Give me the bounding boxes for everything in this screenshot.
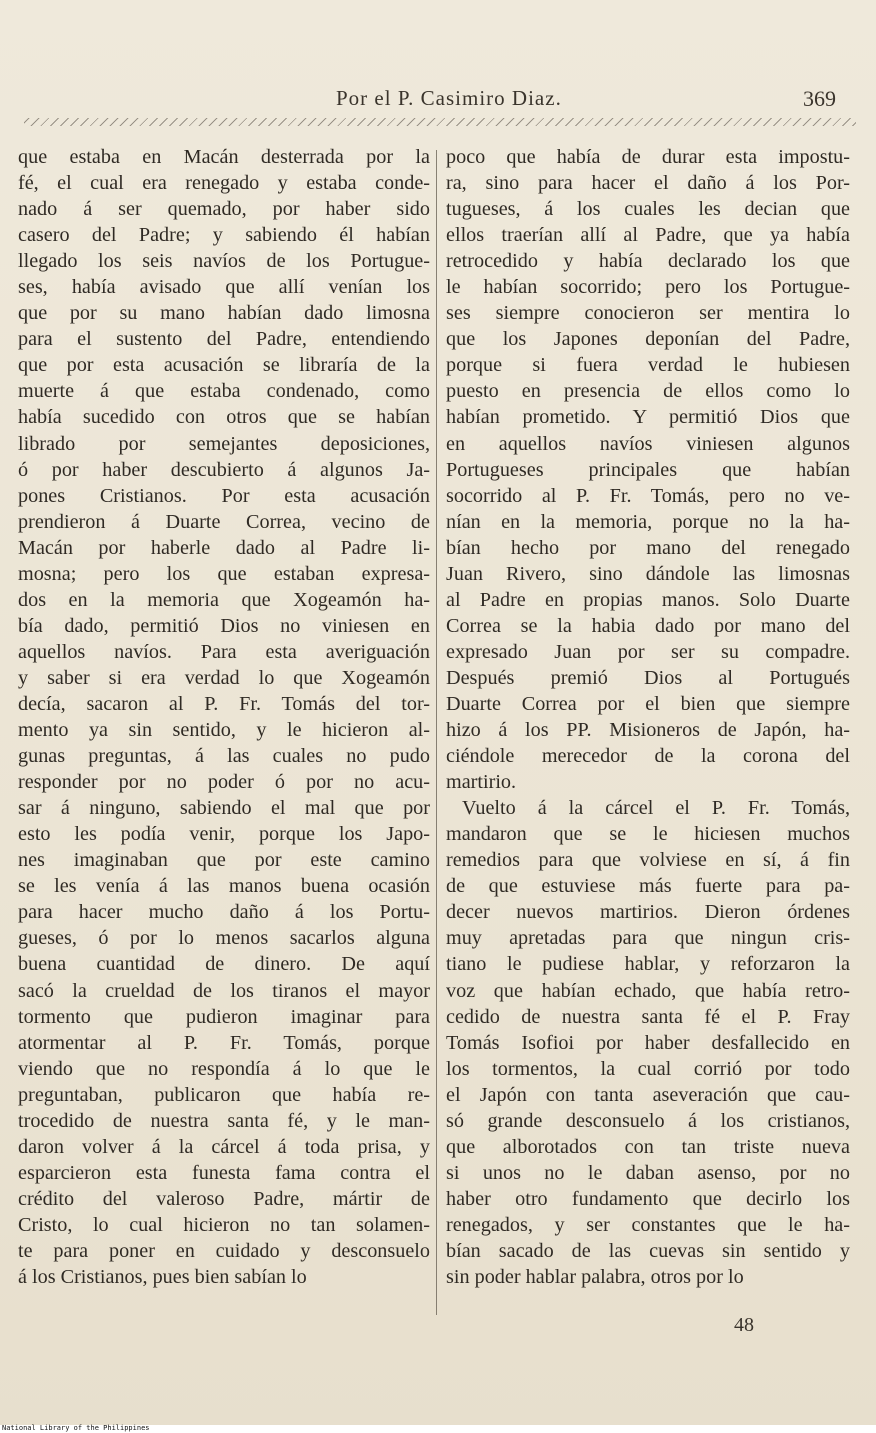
text-line: que alborotados con tan triste nueva <box>446 1135 850 1158</box>
page-number: 369 <box>803 86 836 111</box>
text-line: viendo que no respondía á lo que le <box>18 1057 430 1080</box>
text-line: responder por no poder ó por no acu- <box>18 771 430 794</box>
text-line: habían prometido. Y permitió Dios que <box>446 406 850 429</box>
text-line: tiano le pudiese hablar, y reforzaron la <box>446 953 850 976</box>
text-line: voz que habían echado, que había retro- <box>446 979 850 1002</box>
text-line: que por esta acusación se libraría de la <box>18 354 430 377</box>
text-line: de que estuviese más fuerte para pa- <box>446 875 850 898</box>
library-credit: National Library of the Philippines <box>2 1424 150 1432</box>
text-line: esparcieron esta funesta fama contra el <box>18 1161 430 1184</box>
text-line: esto les podía venir, porque los Japo- <box>18 823 430 846</box>
text-line: daron volver á la cárcel á toda prisa, y <box>18 1135 430 1158</box>
text-line: poco que había de durar esta impostu- <box>446 146 850 168</box>
text-line: ellos traerían allí al Padre, que ya había <box>446 224 850 247</box>
text-line: Cristo, lo cual hicieron no tan solamen- <box>18 1213 430 1236</box>
text-line: fé, el cual era renegado y estaba conde- <box>18 172 430 195</box>
text-line: mandaron que se le hiciesen muchos <box>446 823 850 846</box>
text-line: bían sacado de las cuevas sin sentido y <box>446 1239 850 1262</box>
text-line: y saber si era verdad lo que Xogeamón <box>18 666 430 689</box>
text-line: prendieron á Duarte Correa, vecino de <box>18 510 430 533</box>
text-line: tormento que pudieron imaginar para <box>18 1005 430 1028</box>
text-line: sar á ninguno, sabiendo el mal que por <box>18 797 430 820</box>
text-line: casero del Padre; y sabiendo él habían <box>18 224 430 247</box>
text-line: sacó la crueldad de los tiranos el mayor <box>18 979 430 1002</box>
text-line: sin poder hablar palabra, otros por lo <box>446 1266 744 1289</box>
text-line: Portugueses principales que habían <box>446 458 850 481</box>
right-text-column <box>446 144 850 1290</box>
text-line: ó por haber descubierto á algunos Ja- <box>18 458 430 481</box>
header-ornamental-rule <box>24 118 856 126</box>
text-line: librado por semejantes deposiciones, <box>18 432 430 455</box>
text-line: bía dado, permitió Dios no viniesen en <box>18 614 430 637</box>
text-line: hizo á los PP. Misioneros de Japón, ha- <box>446 719 850 742</box>
text-line: gunas preguntas, á las cuales no pudo <box>18 745 430 768</box>
text-line: retrocedido y había declarado los que <box>446 250 850 273</box>
text-line: socorrido al P. Fr. Tomás, pero no ve- <box>446 484 850 507</box>
text-line: crédito del valeroso Padre, mártir de <box>18 1187 430 1210</box>
text-line: al Padre en propias manos. Solo Duarte <box>446 588 850 611</box>
text-line: haber otro fundamento que decirlo los <box>446 1187 850 1210</box>
text-line: mosna; pero los que estaban expresa- <box>18 562 430 585</box>
text-line: decía, sacaron al P. Fr. Tomás del tor- <box>18 692 430 715</box>
text-line: trocedido de nuestra santa fé, y le man- <box>18 1109 430 1132</box>
text-line: atormentar al P. Fr. Tomás, porque <box>18 1031 430 1054</box>
text-line: ciéndole merecedor de la corona del <box>446 745 850 768</box>
text-line: los tormentos, la cual corrió por todo <box>446 1057 850 1080</box>
text-line: Duarte Correa por el bien que siempre <box>446 692 850 715</box>
text-line: Tomás Isofioi por haber desfallecido en <box>446 1031 850 1054</box>
text-line: Macán por haberle dado al Padre li- <box>18 536 430 559</box>
text-line: bían hecho por mano del renegado <box>446 536 850 559</box>
text-line: decer nuevos martirios. Dieron órdenes <box>446 901 850 924</box>
text-line: martirio. <box>446 771 517 794</box>
printer-signature-mark: 48 <box>734 1314 754 1336</box>
text-line: mento ya sin sentido, y le hicieron al- <box>18 719 430 742</box>
text-line: Juan Rivero, sino dándole las limosnas <box>446 562 850 585</box>
text-line: pones Cristianos. Por esta acusación <box>18 484 430 507</box>
text-line: porque si fuera verdad le hubiesen <box>446 354 850 377</box>
text-line: nían en la memoria, porque no la ha- <box>446 510 850 533</box>
text-line: llegado los seis navíos de los Portugue- <box>18 250 430 273</box>
text-line: só grande desconsuelo á los cristianos, <box>446 1109 850 1132</box>
text-line: remedios para que volviese en sí, á fin <box>446 849 850 872</box>
text-line: se les venía á las manos buena ocasión <box>18 875 430 898</box>
text-line: ses, había avisado que allí venían los <box>18 276 430 299</box>
text-line: buena cuantidad de dinero. De aquí <box>18 953 430 976</box>
text-line: cedido de nuestra santa fé el P. Fray <box>446 1005 850 1028</box>
text-line: dos en la memoria que Xogeamón ha- <box>18 588 430 611</box>
text-line: á los Cristianos, pues bien sabían lo <box>18 1266 307 1289</box>
text-line: preguntaban, publicaron que había re- <box>18 1083 430 1106</box>
text-line: te para poner en cuidado y desconsuelo <box>18 1239 430 1262</box>
text-line: si unos no le daban asenso, por no <box>446 1161 850 1184</box>
text-line: Después premió Dios al Portugués <box>446 666 850 689</box>
text-line: Vuelto á la cárcel el P. Fr. Tomás, <box>462 797 850 820</box>
text-line: en aquellos navíos viniesen algunos <box>446 432 850 455</box>
text-line: nado á ser quemado, por haber sido <box>18 198 430 221</box>
text-line: que estaba en Macán desterrada por la <box>18 146 430 168</box>
text-line: aquellos navíos. Para esta averiguación <box>18 640 430 663</box>
text-line: muy apretadas para que ningun cris- <box>446 927 850 950</box>
text-line: le habían socorrido; pero los Portugue- <box>446 276 850 299</box>
text-line: que por su mano habían dado limosna <box>18 302 430 325</box>
text-line: ra, sino para hacer el daño á los Por- <box>446 172 850 195</box>
text-line: gueses, ó por lo menos sacarlos alguna <box>18 927 430 950</box>
text-line: expresado Juan por ser su compadre. <box>446 640 850 663</box>
text-line: ses siempre conocieron ser mentira lo <box>446 302 850 325</box>
text-line: que los Japones deponían del Padre, <box>446 328 850 351</box>
text-line: puesto en presencia de ellos como lo <box>446 380 850 403</box>
running-title: Por el P. Casimiro Diaz. <box>336 86 562 110</box>
text-line: renegados, y ser constantes que le ha- <box>446 1213 850 1236</box>
left-text-column <box>18 144 430 1290</box>
text-line: había sucedido con otros que se habían <box>18 406 430 429</box>
text-line: para el sustento del Padre, entendiendo <box>18 328 430 351</box>
text-line: Correa se la habia dado por mano del <box>446 614 850 637</box>
page-header <box>24 86 856 116</box>
text-line: para hacer mucho daño á los Portu- <box>18 901 430 924</box>
text-line: tugueses, á los cuales les decian que <box>446 198 850 221</box>
text-line: nes imaginaban que por este camino <box>18 849 430 872</box>
column-divider <box>436 150 437 1315</box>
text-line: muerte á que estaba condenado, como <box>18 380 430 403</box>
text-line: el Japón con tanta aseveración que cau- <box>446 1083 850 1106</box>
